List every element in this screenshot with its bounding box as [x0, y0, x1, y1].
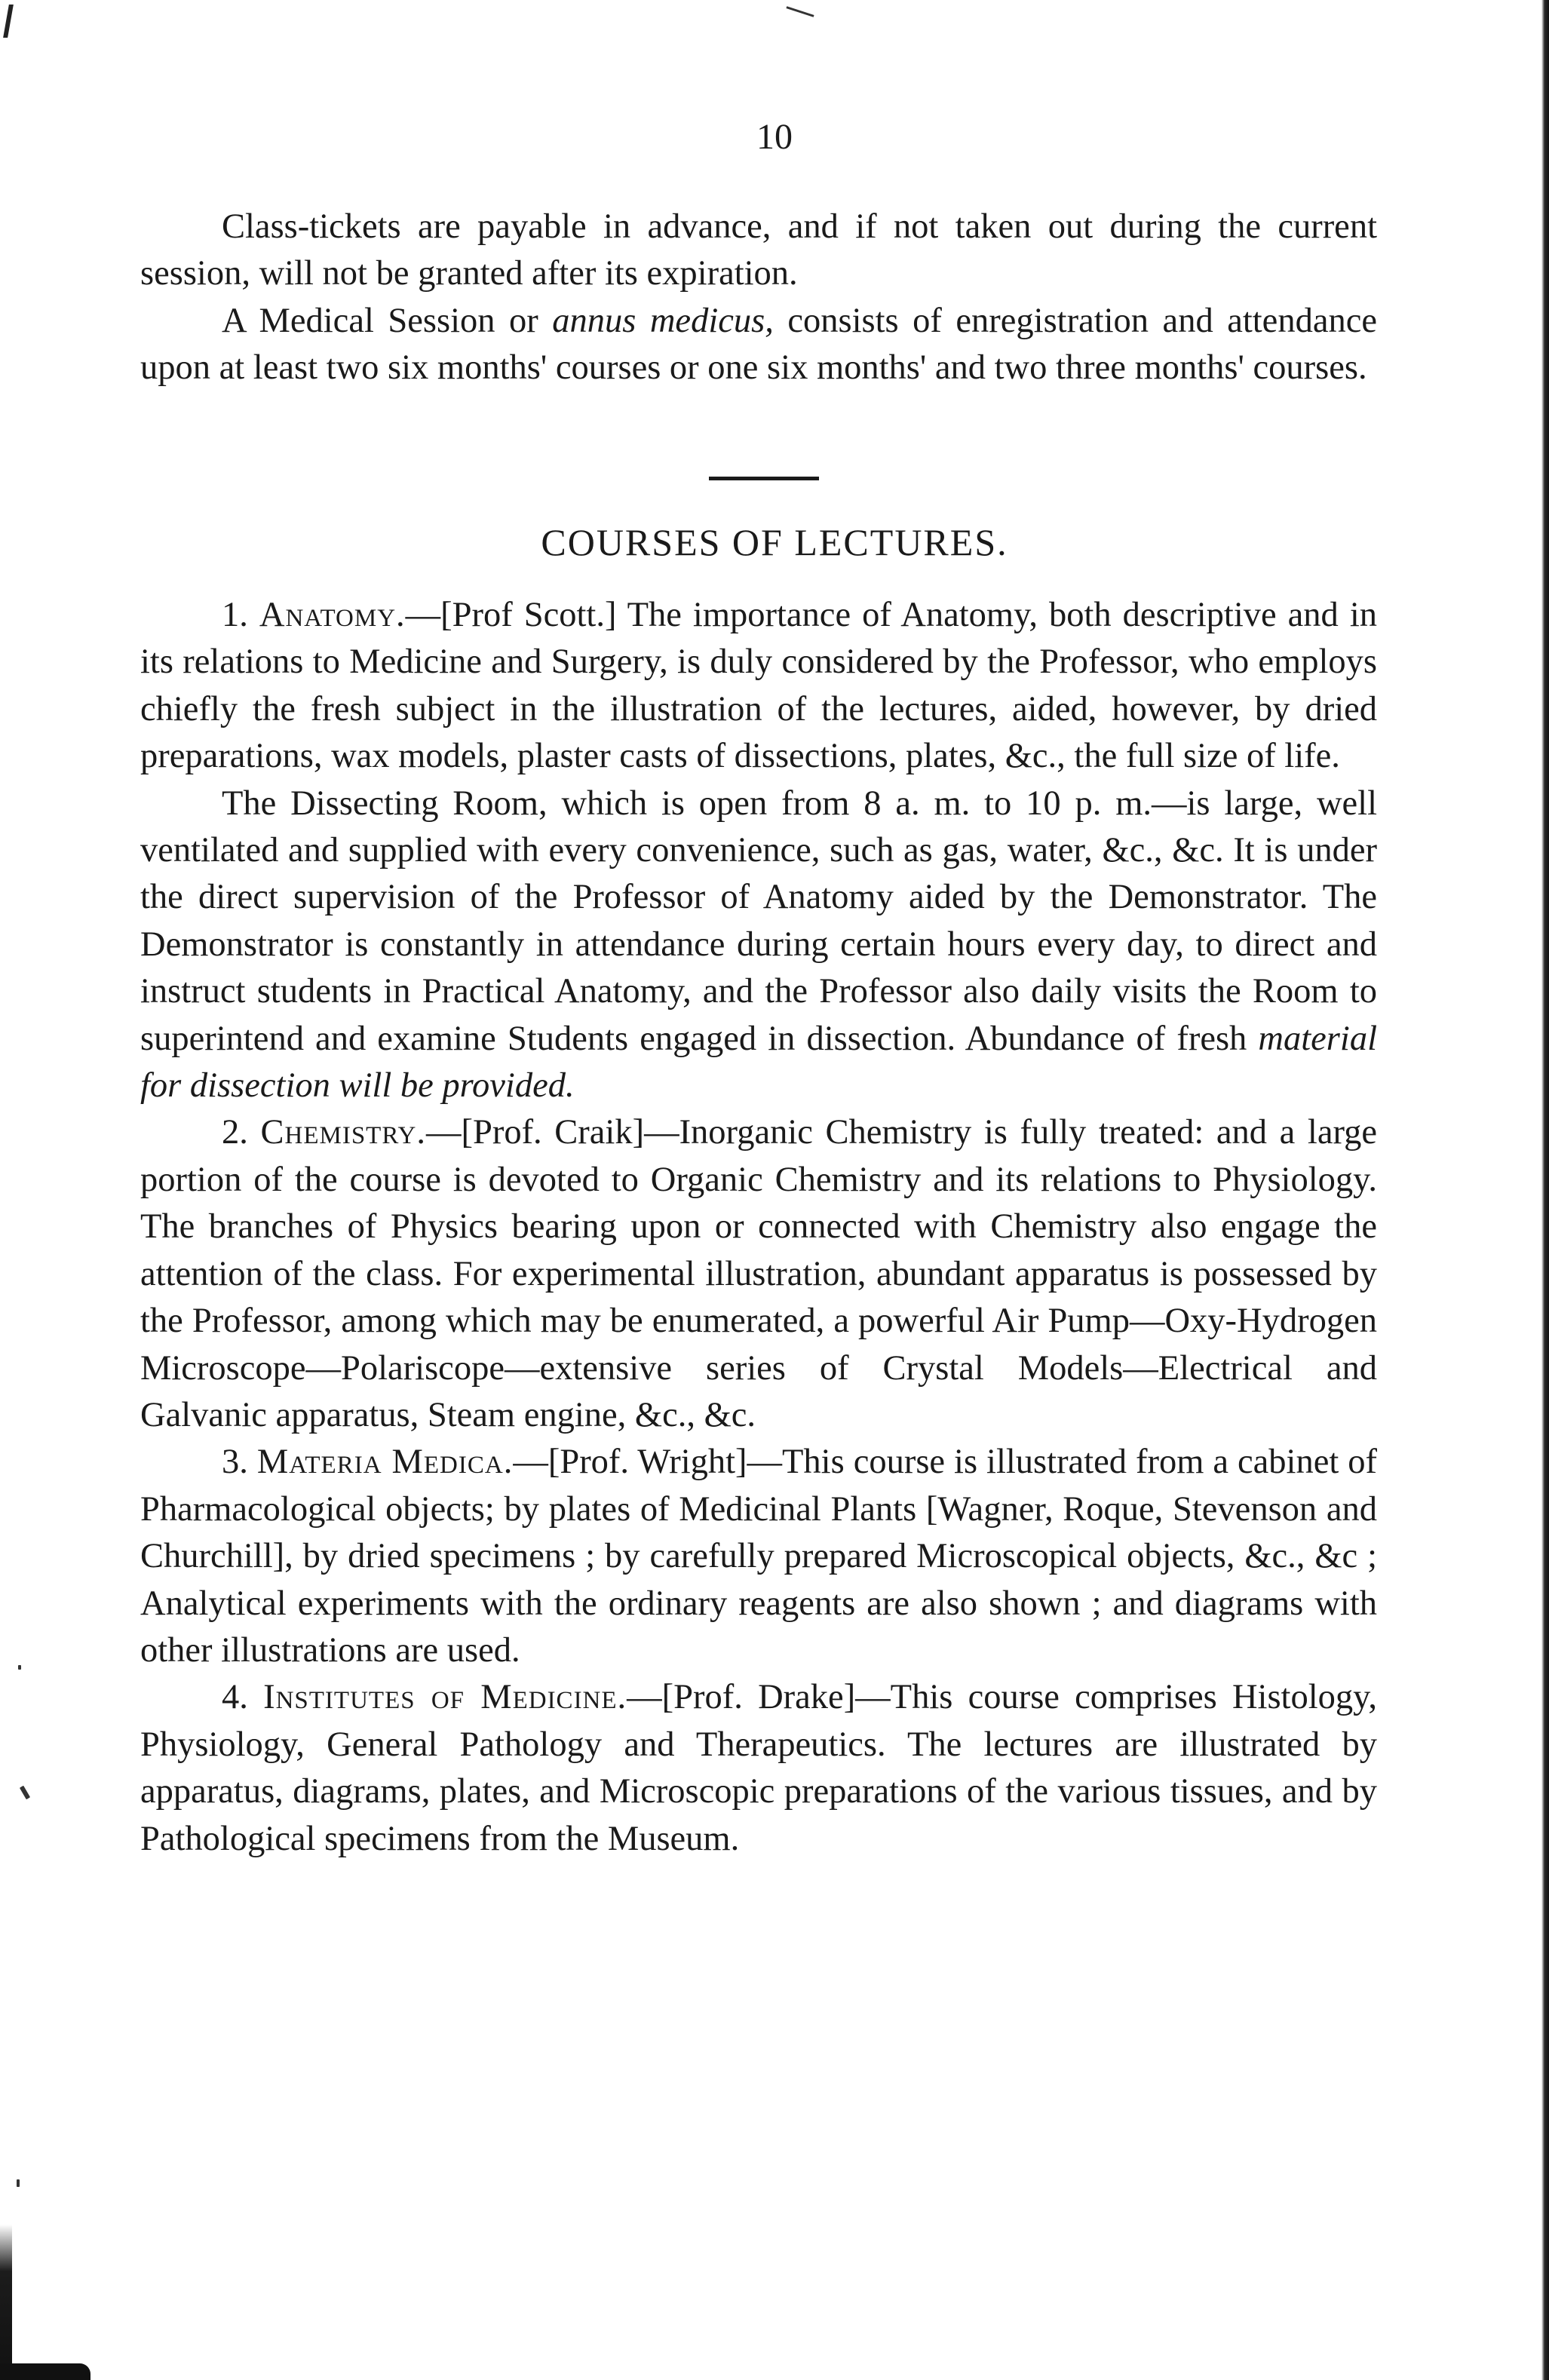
course-anatomy: 1. Anatomy.—[Prof Scott.] The importance of Anatomy, both descriptive and in its relations to Medicine and Surgery, is duly considered by the Professor, who employs chiefly the fresh subject in the illustration of the lectures, aided, however, by dried preparations, wax models, plaster casts of dissections, plates, &c., the full size of life.: [140, 596, 1377, 776]
edge-foot: [0, 2363, 90, 2380]
edge-shadow: [0, 2225, 12, 2380]
courses-section: [140, 592, 1377, 1863]
intro-paragraph-1: Class-tickets are payable in advance, and if not taken out during the current session, will not be granted after its expiration.: [140, 207, 1377, 293]
course-anatomy-dissecting-room: The Dissecting Room, which is open from 8 a. m. to 10 p. m.—is large, well ventilated and supplied with every convenience, such as gas, water, &c., &c. It is under the direct supervision of the Professor of Anatomy aided by the Demonstrator. The Demonstrator is constantly in attendance during certain hours every day, to direct and instruct students in Practical Anatomy, and the Professor also daily visits the Room to superintend and examine Students engaged in dissection. Abundance of fresh material for dissection will be provided.: [140, 784, 1377, 1106]
course-chemistry: 2. Chemistry.—[Prof. Craik]—Inorganic Chemistry is fully treated: and a large portion of the course is devoted to Organic Chemistry and its relations to Physiology. The branches of Physics bearing upon or connected with Chemistry also engage the attention of the class. For experimental illustration, abundant apparatus is possessed by the Professor, among which may be enumerated, a powerful Air Pump—Oxy-Hydrogen Microscope—Polariscope—extensive series of Crystal Models—Electrical and Galvanic apparatus, Steam engine, &c., &c.: [140, 1113, 1378, 1434]
page-number: 10: [756, 117, 793, 157]
page-edge-bottom-left: [0, 2225, 98, 2380]
course-institutes-of-medicine: 4. Institutes of Medicine.—[Prof. Drake]—This course comprises Histology, Physiology, General Pathology and Therapeutics. The lectures are illustrated by apparatus, diagrams, plates, and Microscopic preparations of the various tissues, and by Pathological specimens from the Museum.: [140, 1678, 1377, 1858]
intro-paragraph-2: A Medical Session or annus medicus, consists of enregistration and attendance upon at least two six months' courses or one six months' and two three months' courses.: [140, 301, 1377, 388]
intro-section: [140, 204, 1377, 392]
page-edge-right: [1541, 0, 1549, 2380]
scan-speck: [17, 2179, 20, 2187]
section-divider: [709, 477, 819, 480]
course-materia-medica: 3. Materia Medica.—[Prof. Wright]—This course is illustrated from a cabinet of Pharmacological objects; by plates of Medicinal Plants [Wagner, Roque, Stevenson and Churchill], by dried specimens ; by carefully prepared Microscopical objects, &c., &c ; Analytical experiments with the ordinary reagents are also shown ; and diagrams with other illustrations are used.: [140, 1443, 1378, 1670]
scan-speck: [20, 1786, 30, 1800]
section-heading: COURSES OF LECTURES.: [541, 521, 1008, 563]
scan-mark-top: [786, 6, 814, 17]
scan-mark-top-left: [3, 5, 14, 38]
scan-speck: [18, 1665, 21, 1670]
